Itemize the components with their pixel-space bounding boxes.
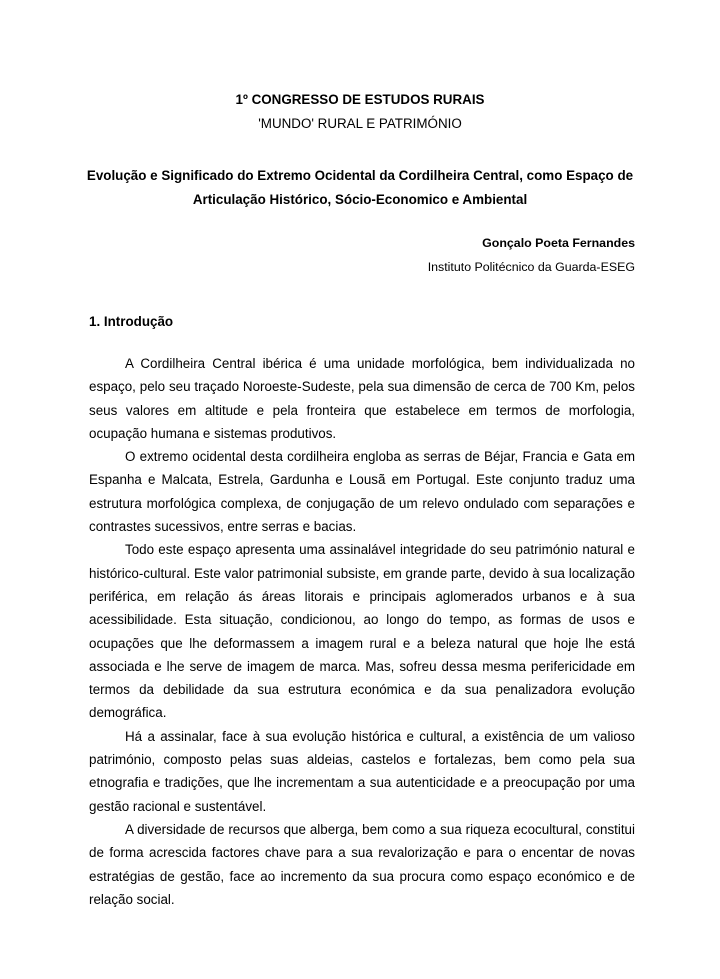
paragraph: O extremo ocidental desta cordilheira engloba as serras de Béjar, Francia e Gata em Espanha e Malcata, Estrela, Gardunha e Lousã em Portugal. Este conjunto traduz uma estrutura morfológica complexa, de conjugação de um relevo ondulado com separações e contrastes sucessivos, entre serras e bacias. [89,449,635,535]
author-institution: Instituto Politécnico da Guarda-ESEG [427,260,635,274]
paragraph: A Cordilheira Central ibérica é uma unidade morfológica, bem individualizada no espaço, pelo seu traçado Noroeste-Sudeste, pela sua dimensão de cerca de 700 Km, pelos seus valores em altitude e pela fronteira que estabelece em termos de morfologia, ocupação humana e sistemas produtivos. [89,356,635,441]
author-name: Gonçalo Poeta Fernandes [482,236,635,250]
section-body [89,352,635,911]
paragraph: Todo este espaço apresenta uma assinalável integridade do seu património natural e histórico-cultural. Este valor patrimonial subsiste, em grande parte, devido à sua localização periférica, em relação ás áreas litorais e principais aglomerados urbanos e à sua acessibilidade. Esta situação, condicionou, ao longo do tempo, as formas de usos e ocupações que lhe deformassem a imagem rural e a beleza natural que hoje lhe está associada e lhe serve de imagem de marca. Mas, sofreu dessa mesma perifericidade em termos da debilidade da sua estrutura económica e da sua penalizadora evolução demográfica. [89,542,635,721]
conference-title: 1º CONGRESSO DE ESTUDOS RURAIS [235,92,485,107]
conference-subtitle: 'MUNDO' RURAL E PATRIMÓNIO [258,116,462,131]
paragraph: A diversidade de recursos que alberga, bem como a sua riqueza ecocultural, constitui de forma acrescida factores chave para a sua revalorização e para o encentar de novas estratégias de gestão, face ao incremento da sua procura como espaço económico e de relação social. [89,821,635,907]
section-heading: 1. Introdução [89,314,174,329]
paragraph: Há a assinalar, face à sua evolução histórica e cultural, a existência de um valioso património, composto pelas suas aldeias, castelos e fortalezas, bem como pela sua etnografia e tradições, que lhe incrementam a sua autenticidade e a preocupação por uma gestão racional e sustentável. [89,728,635,814]
paper-title: Evolução e Significado do Extremo Ocidental da Cordilheira Central, como Espaço de Articulação Histórico, Sócio-Economico e Ambiental [86,168,634,207]
